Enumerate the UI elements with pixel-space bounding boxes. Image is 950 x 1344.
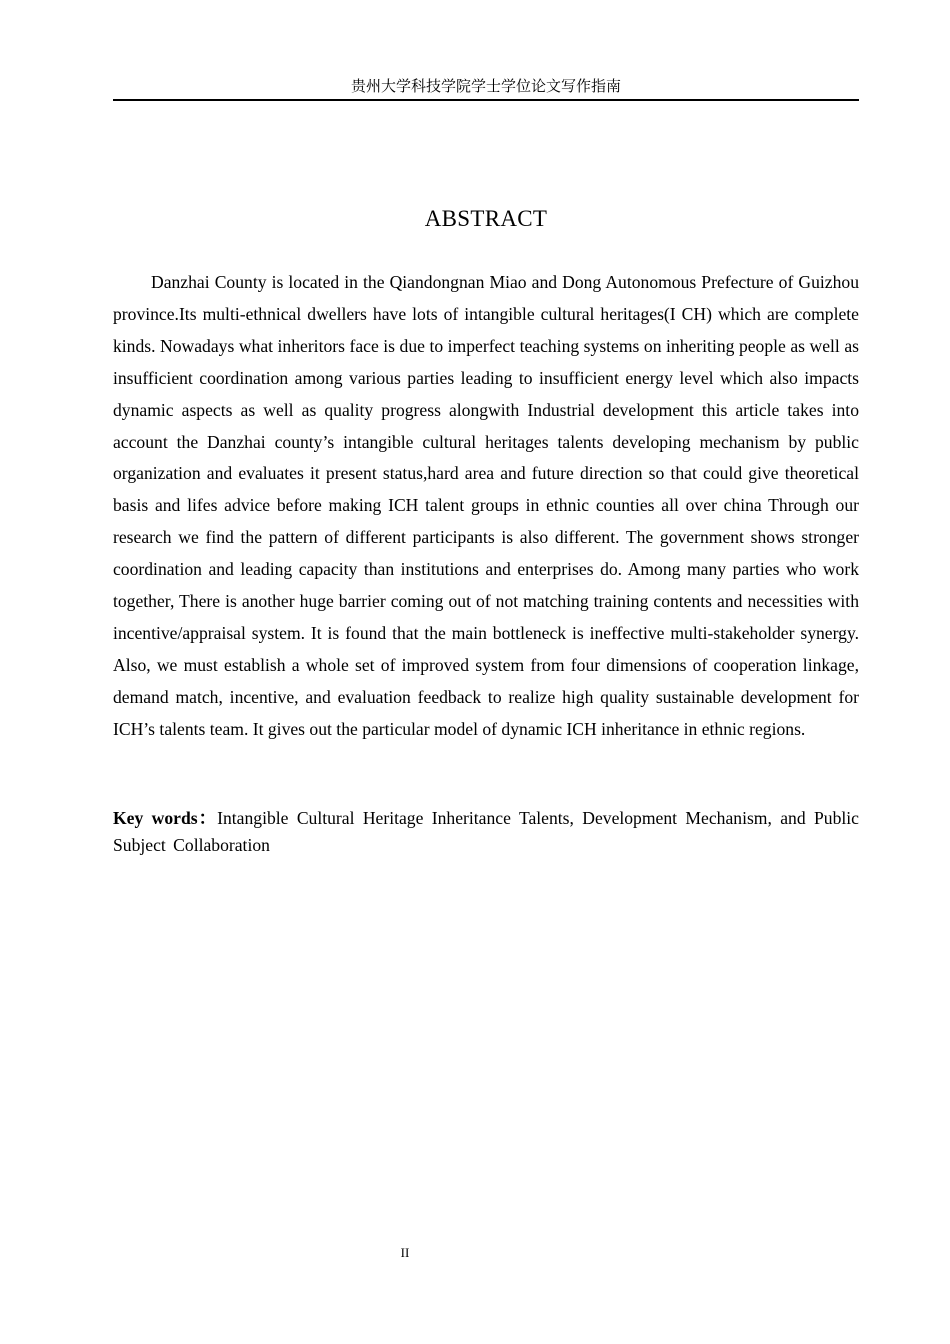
abstract-body: Danzhai County is located in the Qiandongnan Miao and Dong Autonomous Prefecture of Guizhou province.Its multi-ethnical dwellers have lots of intangible cultural heritages(I CH) which are complete kinds. Nowadays what inheritors face is due to imperfect teaching systems on inheriting people as well as insufficient coordination among various parties leading to insufficient energy level which also impacts dynamic aspects as well as quality progress alongwith Industrial development this article takes into account the Danzhai county’s intangible cultural heritages talents developing mechanism by public organization and evaluates it present status,hard area and future direction so that could give theoretical basis and lifes advice before making ICH talent groups in ethnic counties all over china Through our research we find the pattern of different participants is also different. The government shows stronger coordination and leading capacity than institutions and enterprises do. Among many parties who work together, There is another huge barrier coming out of not matching training contents and necessities with incentive/appraisal system. It is found that the main bottleneck is ineffective multi-stakeholder synergy. Also, we must establish a whole set of improved system from four dimensions of cooperation linkage, demand match, incentive, and evaluation feedback to realize high quality sustainable development for ICH’s talents team. It gives out the particular model of dynamic ICH inheritance in ethnic regions. — [113, 272, 859, 739]
page-number: II — [400, 1245, 410, 1260]
running-header: 贵州大学科技学院学士学位论文写作指南 — [350, 77, 621, 95]
keywords-label: Key words： — [113, 808, 218, 828]
header-rule — [113, 99, 859, 101]
abstract-title: ABSTRACT — [424, 206, 548, 231]
keywords-paragraph — [113, 805, 859, 859]
keywords-text: Intangible Cultural Heritage Inheritance Talents, Development Mechanism, and Public Subject Collaboration — [113, 808, 859, 855]
